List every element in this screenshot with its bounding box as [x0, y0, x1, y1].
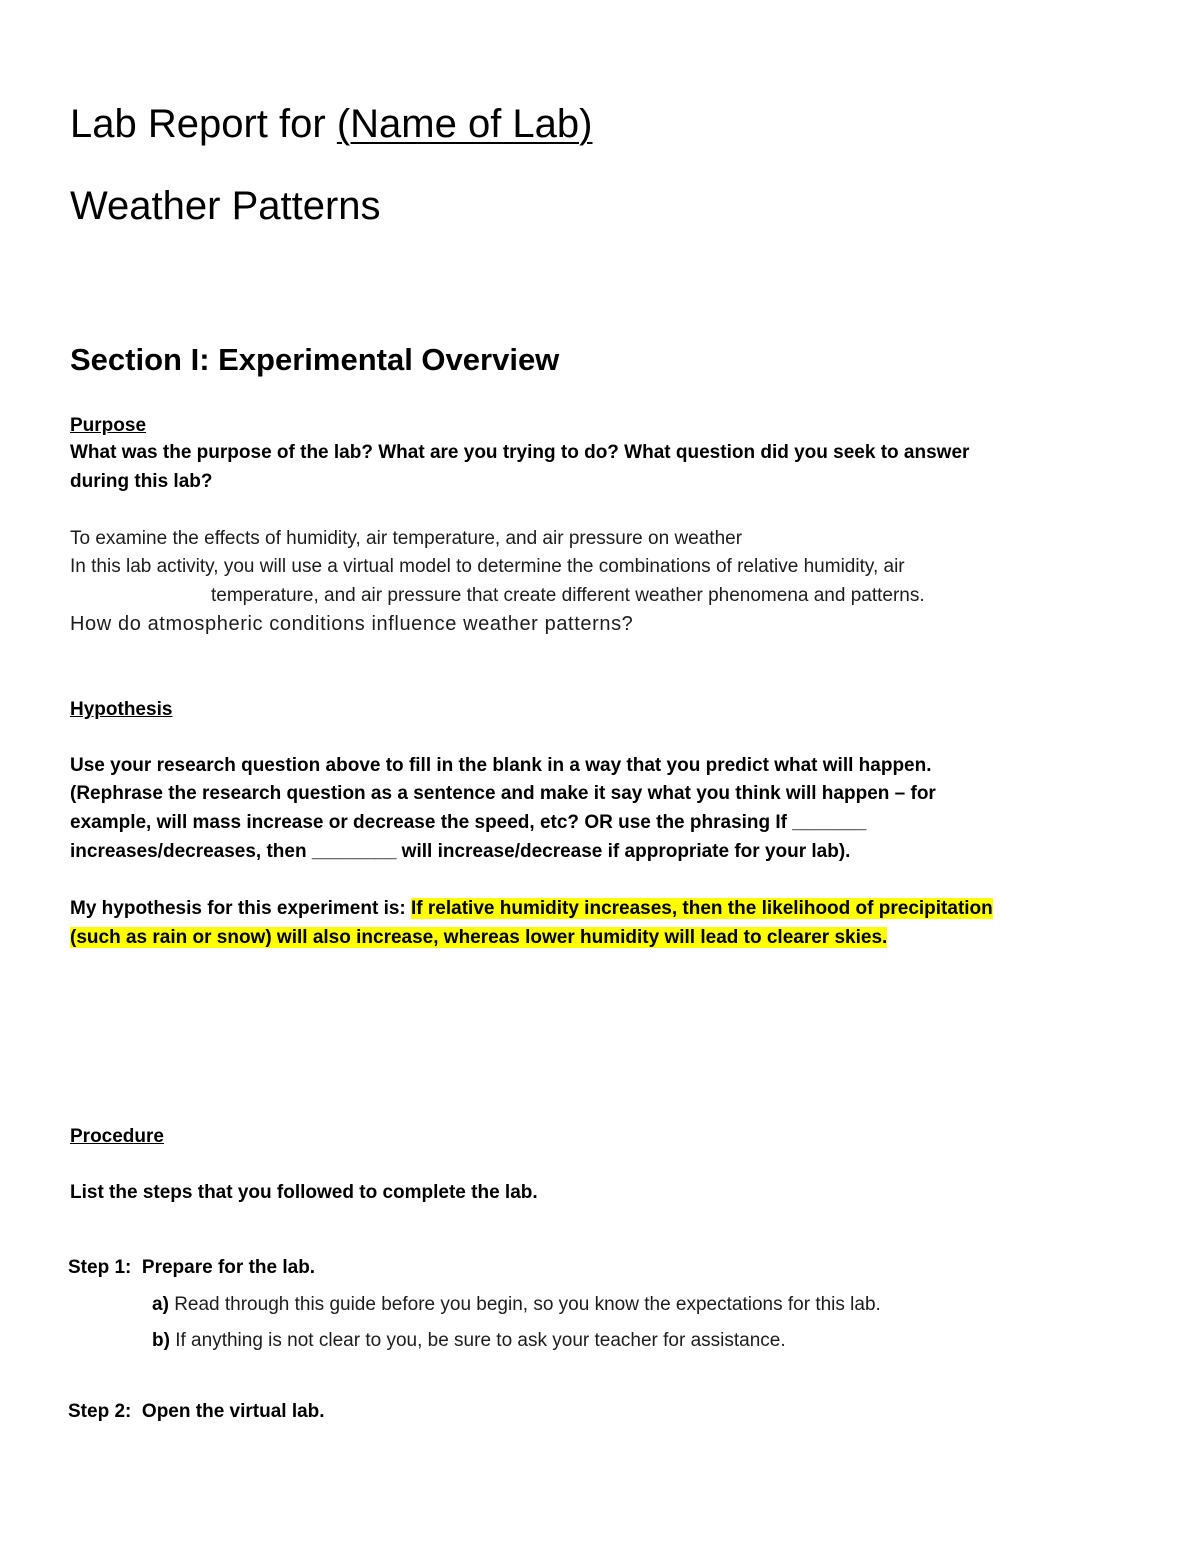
hypothesis-statement-line2 — [70, 924, 887, 952]
purpose-label: Purpose — [70, 415, 147, 436]
item-marker: a) — [152, 1294, 169, 1315]
title-placeholder-link: (Name of Lab) — [336, 102, 593, 146]
purpose-answer-line3: temperature, and air pressure that create different weather phenomena and patterns. — [211, 585, 925, 606]
hypothesis-highlight-1: If relative humidity increases, then the likelihood of precipitation — [411, 898, 993, 919]
step-1-item-a — [152, 1291, 881, 1319]
hypothesis-instruction-line4: increases/decreases, then ________ will increase/decrease if appropriate for your lab). — [70, 841, 851, 862]
hypothesis-label: Hypothesis — [70, 699, 173, 720]
item-text: If anything is not clear to you, be sure to ask your teacher for assistance. — [175, 1330, 786, 1351]
procedure-instruction: List the steps that you followed to complete the lab. — [70, 1182, 538, 1203]
purpose-answer-line1: To examine the effects of humidity, air temperature, and air pressure on weather — [70, 528, 743, 549]
hypothesis-instruction-line2: (Rephrase the research question as a sentence and make it say what you think will happen – for — [70, 783, 936, 804]
title-prefix: Lab Report for — [70, 102, 337, 146]
step-1-label: Step 1: — [68, 1257, 132, 1278]
hypothesis-statement-line1 — [70, 895, 993, 923]
step-2-text: Open the virtual lab. — [141, 1401, 325, 1422]
purpose-question-line1: What was the purpose of the lab? What are you trying to do? What question did you seek to answer — [70, 442, 970, 463]
procedure-label: Procedure — [70, 1126, 164, 1147]
lab-name: Weather Patterns — [70, 184, 381, 228]
hypothesis-instruction-line3: example, will mass increase or decrease the speed, etc? OR use the phrasing If _______ — [70, 812, 867, 833]
research-question: How do atmospheric conditions influence weather patterns? — [70, 613, 634, 635]
item-text: Read through this guide before you begin, so you know the expectations for this lab. — [174, 1294, 881, 1315]
item-marker: b) — [152, 1330, 170, 1351]
step-2 — [68, 1398, 325, 1426]
report-title — [70, 100, 593, 148]
hypothesis-instruction-line1: Use your research question above to fill in the blank in a way that you predict what will happen. — [70, 755, 932, 776]
step-1-text: Prepare for the lab. — [141, 1257, 316, 1278]
hypothesis-prefix: My hypothesis for this experiment is: — [70, 898, 412, 919]
step-1-item-b — [152, 1327, 786, 1355]
step-1 — [68, 1254, 315, 1282]
step-2-label: Step 2: — [68, 1401, 132, 1422]
section-heading: Section I: Experimental Overview — [70, 342, 560, 377]
hypothesis-highlight-2: (such as rain or snow) will also increase, whereas lower humidity will lead to clearer skies. — [70, 927, 888, 948]
purpose-question-line2: during this lab? — [70, 471, 213, 492]
purpose-answer-line2: In this lab activity, you will use a virtual model to determine the combinations of relative humidity, air — [70, 556, 905, 577]
